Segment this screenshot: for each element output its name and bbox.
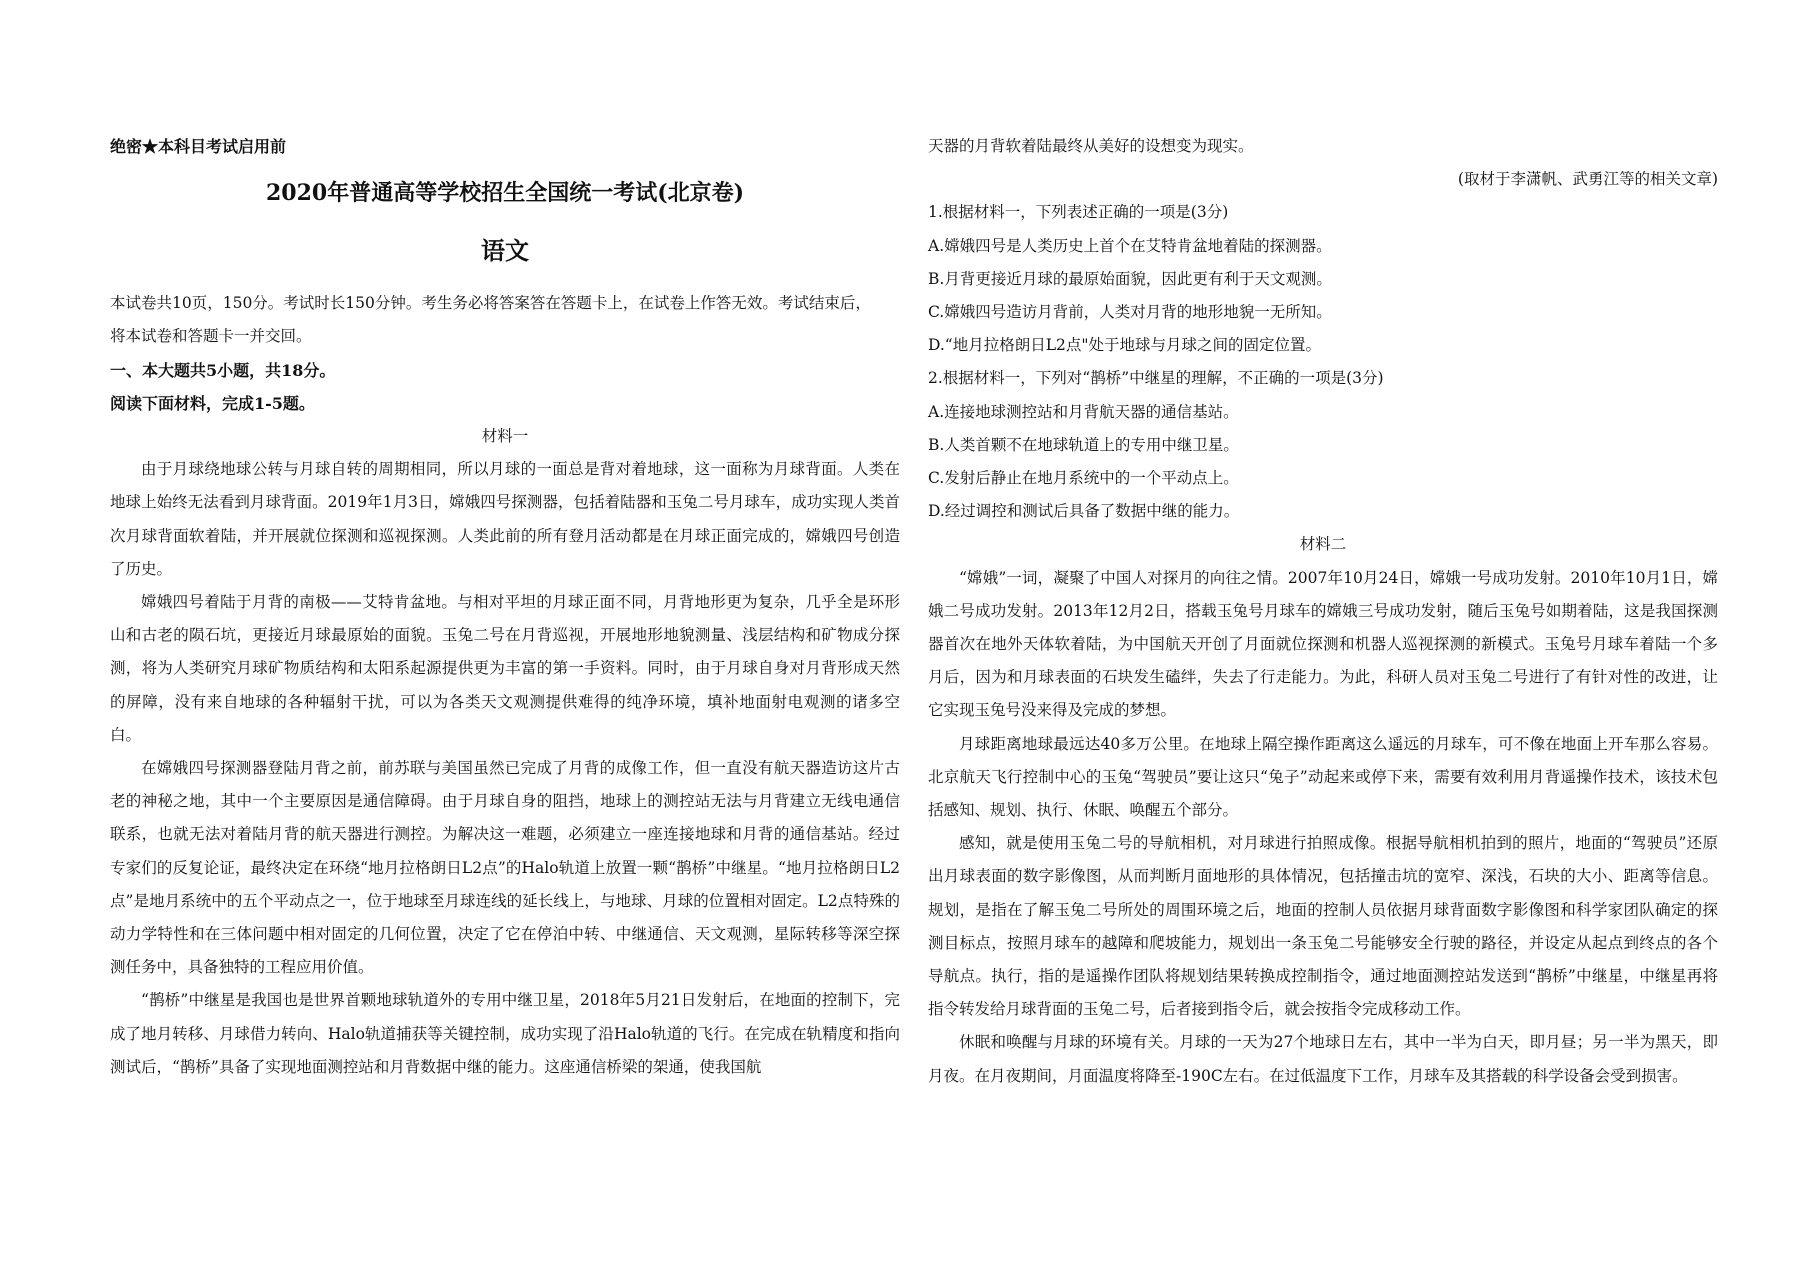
question-2-stem: 2.根据材料一，下列对“鹊桥”中继星的理解，不正确的一项是(3分) [928, 369, 1384, 388]
material-1-title: 材料一 [481, 427, 529, 446]
section-heading: 一、本大题共5小题，共18分。 [110, 360, 336, 380]
material-1-paragraph: “鹊桥”中继星是我国也是世界首颗地球轨道外的专用中继卫星，2018年5月21日发射后，在地面的控制下，完成了地月转移、月球借力转向、Halo轨道捕获等关键控制，成功实现了沿Halo轨道的飞行。在完成在轨精度和指向测试后，“鹊桥”具备了实现地面测控站和月背数据中继的能力。这座通信桥梁的架通，使我国航 [110, 991, 900, 1076]
question-2-option-d: D.经过调控和测试后具备了数据中继的能力。 [928, 502, 1240, 521]
material-2-paragraph: 月球距离地球最远达40多万公里。在地球上隔空操作距离这么遥远的月球车，可不像在地面上开车那么容易。北京航天飞行控制中心的玉兔“驾驶员”要让这只“兔子”动起来或停下来，需要有效利用月背遥操作技术，该技术包括感知、规划、执行、休眠、唤醒五个部分。 [928, 734, 1718, 820]
material-2-title: 材料二 [1299, 535, 1347, 554]
question-1-stem: 1.根据材料一，下列表述正确的一项是(3分) [928, 203, 1229, 222]
confidential-notice: 绝密★本科目考试启用前 [110, 137, 287, 156]
instructions-line-1: 本试卷共10页，150分。考试时长150分钟。考生务必将答案答在答题卡上，在试卷上作答无效。考试结束后， [110, 294, 871, 313]
question-1-option-c: C.嫦娥四号造访月背前，人类对月背的地形地貌一无所知。 [928, 303, 1332, 322]
question-1-option-b: B.月背更接近月球的最原始面貌，因此更有利于天文观测。 [928, 269, 1332, 288]
question-2-option-c: C.发射后静止在地月系统中的一个平动点上。 [928, 469, 1239, 488]
instructions-line-2: 将本试卷和答题卡一并交回。 [110, 327, 312, 346]
material-1-paragraph: 嫦娥四号着陆于月背的南极——艾特肯盆地。与相对平坦的月球正面不同，月背地形更为复杂，几乎全是环形山和古老的陨石坑，更接近月球最原始的面貌。玉兔二号在月背巡视，开展地形地貌测量、浅层结构和矿物成分探测，将为人类研究月球矿物质结构和太阳系起源提供更为丰富的第一手资料。同时，由于月球自身对月背形成天然的屏障，没有来自地球的各种辐射干扰，可以为各类天文观测提供难得的纯净环境，填补地面射电观测的诸多空白。 [110, 593, 900, 744]
exam-title: 2020年普通高等学校招生全国统一考试(北京卷) [265, 180, 745, 207]
question-1-option-d: D.“地月拉格朗日L2点"处于地球与月球之间的固定位置。 [928, 336, 1322, 355]
material-2-paragraph: 感知，就是使用玉兔二号的导航相机，对月球进行拍照成像。根据导航相机拍到的照片，地面的“驾驶员”还原出月球表面的数字影像图，从而判断月面地形的具体情况，包括撞击坑的宽窄、深浅，石块的大小、距离等信息。规划，是指在了解玉兔二号所处的周围环境之后，地面的控制人员依据月球背面数字影像图和科学家团队确定的探测目标点，按照月球车的越障和爬坡能力，规划出一条玉兔二号能够安全行驶的路径，并设定从起点到终点的各个导航点。执行，指的是遥操作团队将规划结果转换成控制指令，通过地面测控站发送到“鹊桥”中继星，中继星再将指令转发给月球背面的玉兔二号，后者接到指令后，就会按指令完成移动工作。 [928, 834, 1718, 1019]
material-1-source: (取材于李潇帆、武勇江等的相关文章) [1457, 170, 1718, 189]
material-1-paragraph: 由于月球绕地球公转与月球自转的周期相同，所以月球的一面总是背对着地球，这一面称为月球背面。人类在地球上始终无法看到月球背面。2019年1月3日，嫦娥四号探测器，包括着陆器和玉兔二号月球车，成功实现人类首次月球背面软着陆，并开展就位探测和巡视探测。人类此前的所有登月活动都是在月球正面完成的，嫦娥四号创造了历史。 [110, 460, 900, 578]
left-column [110, 130, 900, 1084]
material-1-paragraph: 在嫦娥四号探测器登陆月背之前，前苏联与美国虽然已完成了月背的成像工作，但一直没有航天器造访这片古老的神秘之地，其中一个主要原因是通信障碍。由于月球自身的阻挡，地球上的测控站无法与月背建立无线电通信联系，也就无法对着陆月背的航天器进行测控。为解决这一难题，必须建立一座连接地球和月背的通信基站。经过专家们的反复论证，最终决定在环绕“地月拉格朗日L2点”的Halo轨道上放置一颗“鹊桥”中继星。“地月拉格朗日L2点”是地月系统中的五个平动点之一，位于地球至月球连线的延长线上，与地球、月球的位置相对固定。L2点特殊的动力学特性和在三体问题中相对固定的几何位置，决定了它在停泊中转、中继通信、天文观测，星际转移等深空探测任务中，具备独特的工程应用价值。 [110, 759, 900, 977]
subject-title: 语文 [481, 236, 529, 266]
material-2-paragraph: 休眠和唤醒与月球的环境有关。月球的一天为27个地球日左右，其中一半为白天，即月昼；另一半为黑天，即月夜。在月夜期间，月面温度将降至-190C左右。在过低温度下工作，月球车及其搭载的科学设备会受到损害。 [928, 1033, 1718, 1085]
question-1-option-a: A.嫦娥四号是人类历史上首个在艾特肯盆地着陆的探测器。 [928, 236, 1332, 255]
material-1-continuation: 天器的月背软着陆最终从美好的设想变为现实。 [928, 137, 1254, 155]
right-column [928, 130, 1718, 1093]
question-2-option-a: A.连接地球测控站和月背航天器的通信基站。 [928, 402, 1239, 421]
material-2-paragraph: “嫦娥”一词，凝聚了中国人对探月的向往之情。2007年10月24日，嫦娥一号成功发射。2010年10月1日，嫦娥二号成功发射。2013年12月2日，搭载玉兔号月球车的嫦娥三号成功发射，随后玉兔号如期着陆，这是我国探测器首次在地外天体软着陆，为中国航天开创了月面就位探测和机器人巡视探测的新模式。玉兔号月球车着陆一个多月后，因为和月球表面的石块发生磕绊，失去了行走能力。为此，科研人员对玉兔二号进行了有针对性的改进，让它实现玉兔号没来得及完成的梦想。 [928, 568, 1718, 720]
section-subheading: 阅读下面材料，完成1-5题。 [110, 393, 315, 413]
question-2-option-b: B.人类首颗不在地球轨道上的专用中继卫星。 [928, 435, 1239, 454]
